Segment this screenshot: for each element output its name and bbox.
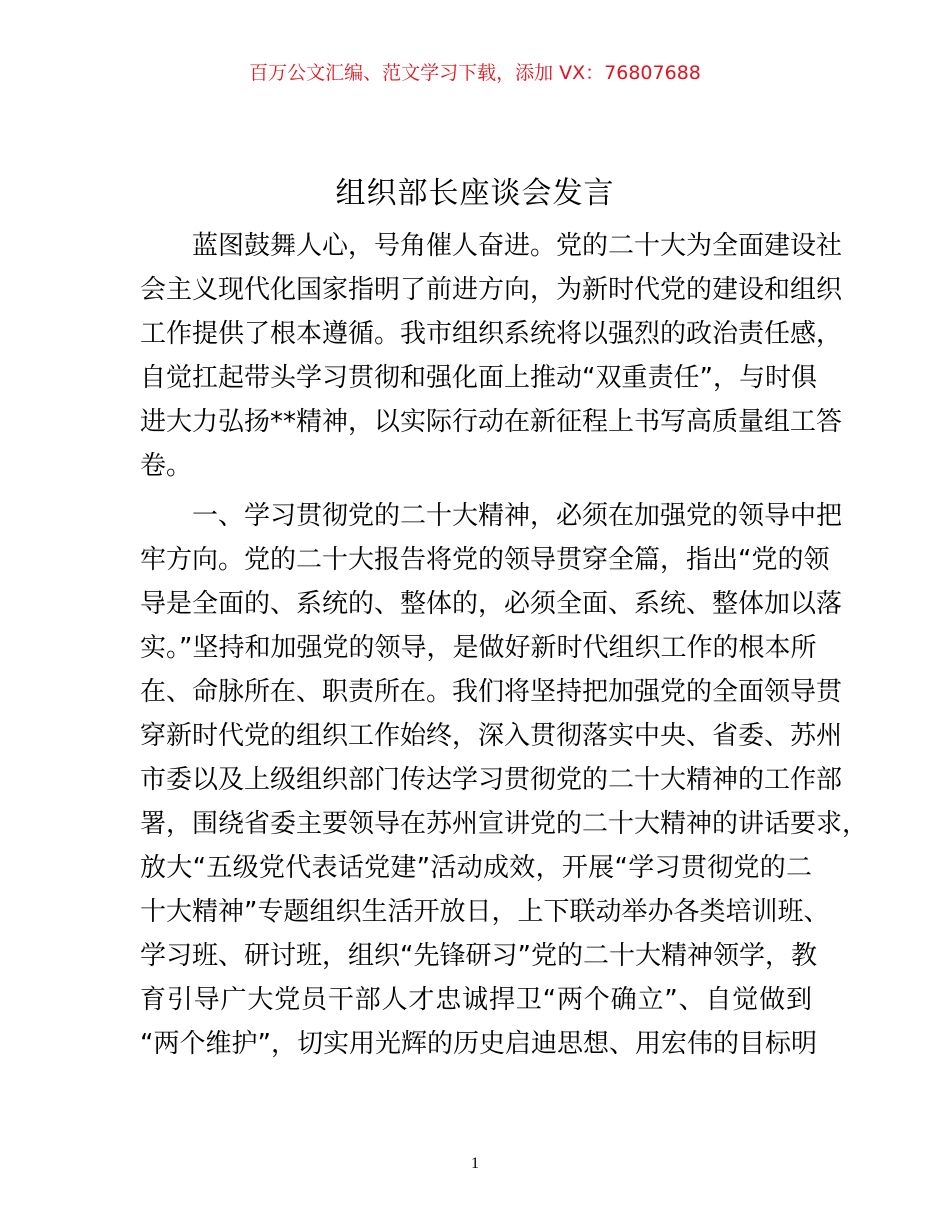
text-line: 署，围绕省委主要领导在苏州宣讲党的二十大精神的讲话要求，: [140, 809, 869, 839]
document-title: 组织部长座谈会发言: [335, 176, 615, 211]
text-line: 进大力弘扬**精神，以实际行动在新征程上书写高质量组工答: [140, 407, 843, 437]
text-line: 实。”坚持和加强党的领导，是做好新时代组织工作的根本所: [140, 633, 817, 663]
text-line: 放大“五级党代表话党建”活动成效，开展“学习贯彻党的二: [140, 853, 812, 883]
text-line: 在、命脉所在、职责所在。我们将坚持把加强党的全面领导贯: [140, 677, 843, 707]
page-number: 1: [471, 1155, 479, 1172]
text-line: 学习班、研讨班，组织“先锋研习”党的二十大精神领学，教: [140, 941, 817, 971]
paragraph-section-one: [140, 494, 869, 1066]
text-line: 十大精神”专题组织生活开放日，上下联动举办各类培训班、: [140, 897, 830, 927]
text-line: 市委以及上级组织部门传达学习贯彻党的二十大精神的工作部: [140, 765, 843, 795]
text-line: 会主义现代化国家指明了前进方向，为新时代党的建设和组织: [140, 275, 843, 305]
text-line: 牢方向。党的二十大报告将党的领导贯穿全篇，指出“党的领: [140, 545, 830, 575]
text-line: “两个维护”，切实用光辉的历史启迪思想、用宏伟的目标明: [140, 1029, 817, 1059]
text-line: 卷。: [140, 451, 193, 481]
text-line: 育引导广大党员干部人才忠诚捍卫“两个确立”、自觉做到: [140, 985, 812, 1015]
text-line: 一、学习贯彻党的二十大精神，必须在加强党的领导中把: [192, 501, 843, 531]
text-line: 穿新时代党的组织工作始终，深入贯彻落实中央、省委、苏州: [140, 721, 843, 751]
paragraph-intro: [140, 224, 843, 488]
text-line: 工作提供了根本遵循。我市组织系统将以强烈的政治责任感，: [140, 319, 843, 349]
text-line: 蓝图鼓舞人心，号角催人奋进。党的二十大为全面建设社: [192, 231, 843, 261]
text-line: 自觉扛起带头学习贯彻和强化面上推动“双重责任”，与时俱: [140, 363, 817, 393]
text-line: 导是全面的、系统的、整体的，必须全面、系统、整体加以落: [140, 589, 843, 619]
watermark-banner: 百万公文汇编、范文学习下载，添加 VX：76807688: [249, 62, 701, 84]
